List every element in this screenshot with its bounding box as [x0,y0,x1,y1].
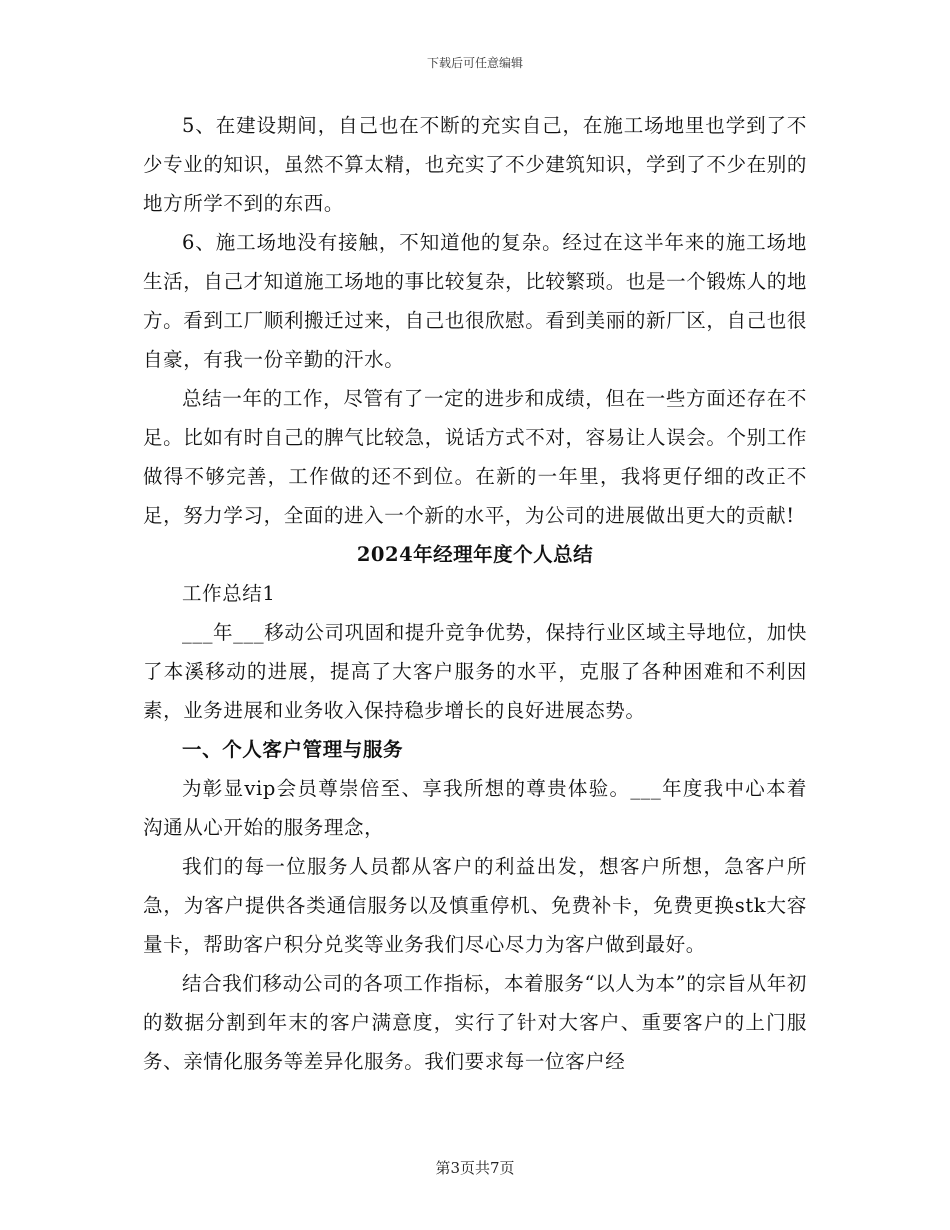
section-paragraph: 结合我们移动公司的各项工作指标，本着服务“以人为本”的宗旨从年初的数据分割到年末的客户满意度，实行了针对大客户、重要客户的上门服务、亲情化服务等差异化服务。我们要求每一位客户经 [143,972,807,1073]
page-header: 下载后可任意编辑 [426,56,523,70]
document-body [143,106,807,1081]
page-footer: 第3页共7页 [435,1159,515,1177]
section-heading: 一、个人客户管理与服务 [182,738,404,761]
intro-paragraph: ___年___移动公司巩固和提升竞争优势，保持行业区域主导地位，加快了本溪移动的进展，提高了大客户服务的水平，克服了各种困难和不利因素，业务进展和业务收入保持稳步增长的良好进展态势。 [143,621,807,722]
section-paragraph: 为彰显vip会员尊崇倍至、享我所想的尊贵体验。___年度我中心本着沟通从心开始的服务理念， [143,777,807,839]
section-paragraph: 我们的每一位服务人员都从客户的利益出发，想客户所想，急客户所急，为客户提供各类通信服务以及慎重停机、免费补卡，免费更换stk大容量卡，帮助客户积分兑奖等业务我们尽心尽力为客户做到最好。 [143,855,807,956]
document-title: 2024年经理年度个人总结 [356,543,594,566]
paragraph-summary: 总结一年的工作，尽管有了一定的进步和成绩，但在一些方面还存在不足。比如有时自己的脾气比较急，说话方式不对，容易让人误会。个别工作做得不够完善，工作做的还不到位。在新的一年里，我将更仔细的改正不足，努力学习，全面的进入一个新的水平，为公司的进展做出更大的贡献! [143,387,807,527]
paragraph-item-6: 6、施工场地没有接触，不知道他的复杂。经过在这半年来的施工场地生活，自己才知道施工场地的事比较复杂，比较繁琐。也是一个锻炼人的地方。看到工厂顺利搬迁过来，自己也很欣慰。看到美丽的新厂区，自己也很自豪，有我一份辛勤的汗水。 [143,231,807,371]
paragraph-item-5: 5、在建设期间，自己也在不断的充实自己，在施工场地里也学到了不少专业的知识，虽然不算太精，也充实了不少建筑知识，学到了不少在别的地方所学不到的东西。 [143,114,807,215]
document-subtitle: 工作总结1 [182,582,276,605]
